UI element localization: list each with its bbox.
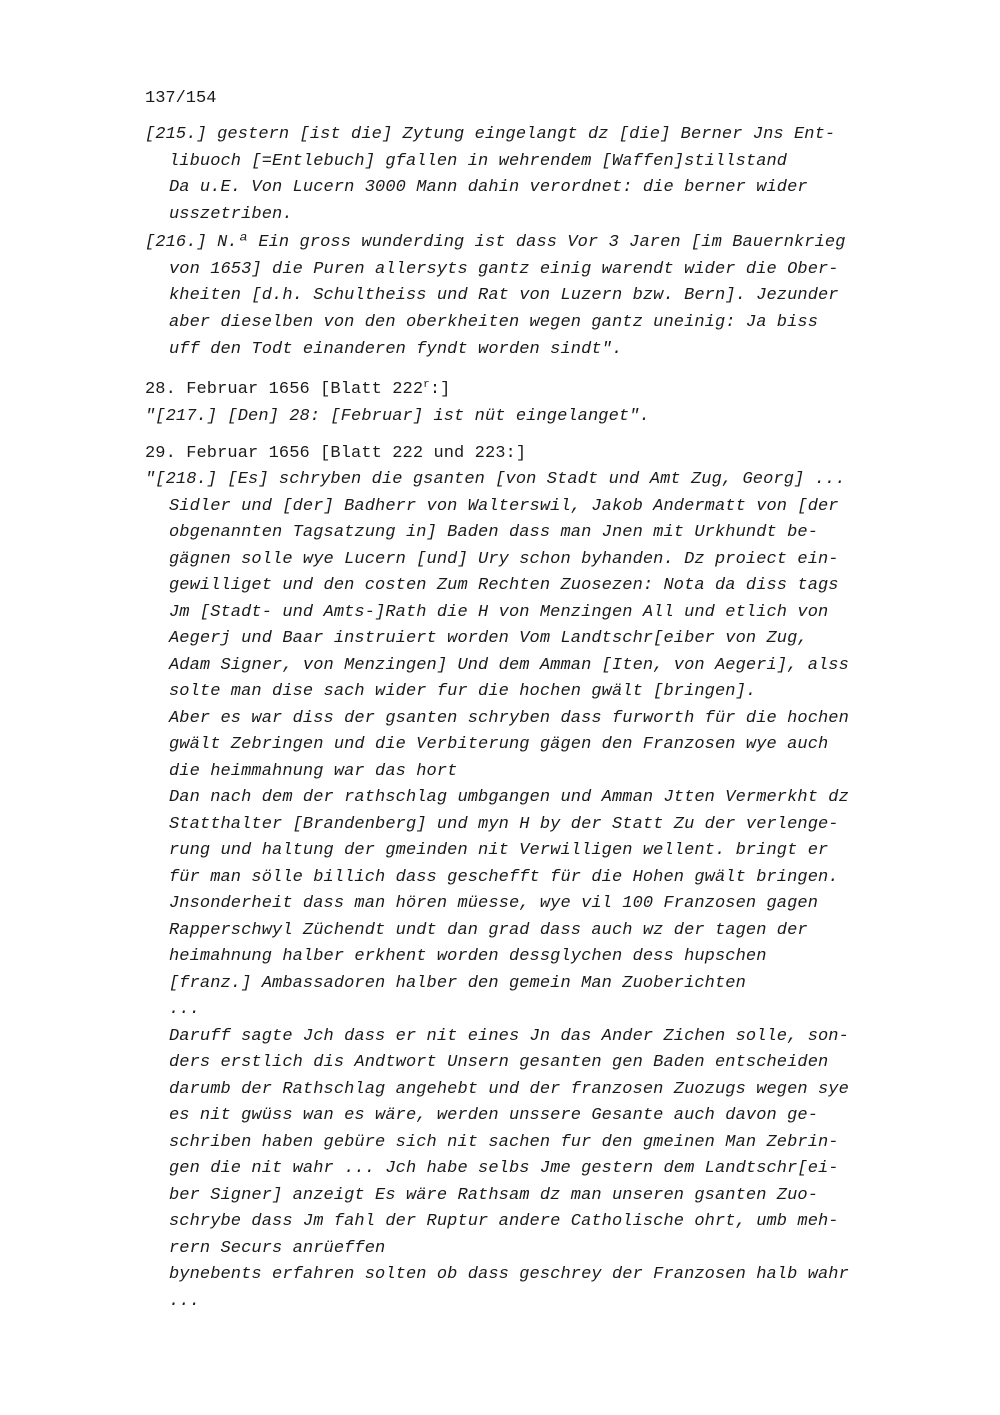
- entry-218-line: ber Signer] anzeigt Es wäre Rathsam dz man unseren gsanten Zuo-: [169, 1186, 819, 1205]
- entry-218-line: rung und haltung der gmeinden nit Verwilligen wellent. bringt er: [169, 841, 829, 860]
- entry-215-line: libuoch [=Entlebuch] gfallen in wehrendem [Waffen]stillstand: [169, 152, 788, 171]
- entry-218-line: ...: [169, 1000, 200, 1019]
- page-number: 137/154: [145, 89, 217, 108]
- entry-218-line: obgenannten Tagsatzung in] Baden dass man Jnen mit Urkhundt be-: [169, 523, 819, 542]
- entry-216-line: aber dieselben von den oberkheiten wegen gantz uneinig: Ja biss: [169, 313, 819, 332]
- entry-216-line: uff den Todt einanderen fyndt worden sindt".: [169, 340, 623, 359]
- entry-218-line: darumb der Rathschlag angehebt und der franzosen Zuozugs wegen sye: [169, 1080, 849, 1099]
- entry-218-line: Sidler und [der] Badherr von Walterswil, Jakob Andermatt von [der: [169, 497, 839, 516]
- entry-218-line: schriben haben gebüre sich nit sachen fur den gmeinen Man Zebrin-: [169, 1133, 839, 1152]
- entry-218-line: Jnsonderheit dass man hören müesse, wye vil 100 Franzosen gagen: [169, 894, 819, 913]
- entry-218-line: Rapperschwyl Züchendt undt dan grad dass auch wz der tagen der: [169, 921, 808, 940]
- entry-216-line: [216.] N.ª Ein gross wunderding ist dass Vor 3 Jaren [im Bauernkrieg: [145, 233, 846, 252]
- entry-218-line: Statthalter [Brandenberg] und myn H by der Statt Zu der verlenge-: [169, 815, 839, 834]
- entry-218-line: Adam Signer, von Menzingen] Und dem Amman [Iten, von Aegeri], alss: [169, 656, 849, 675]
- entry-218-line: ders erstlich dis Andtwort Unsern gesanten gen Baden entscheiden: [169, 1053, 829, 1072]
- entry-218-line: Aegerj und Baar instruiert worden Vom Landtschr[eiber von Zug,: [169, 629, 808, 648]
- entry-217: "[217.] [Den] 28: [Februar] ist nüt eingelanget".: [145, 407, 650, 426]
- entry-218-line: "[218.] [Es] schryben die gsanten [von Stadt und Amt Zug, Georg] ...: [145, 470, 846, 489]
- entry-215-line: usszetriben.: [169, 205, 293, 224]
- entry-218-line: Daruff sagte Jch dass er nit eines Jn das Ander Zichen solle, son-: [169, 1027, 849, 1046]
- entry-218-line: bynebents erfahren solten ob dass geschrey der Franzosen halb wahr: [169, 1265, 849, 1284]
- entry-218-line: gägnen solle wye Lucern [und] Ury schon byhanden. Dz proiect ein-: [169, 550, 839, 569]
- entry-218-line: gewilliget und den costen Zum Rechten Zuosezen: Nota da diss tags: [169, 576, 839, 595]
- entry-218-line: gwält Zebringen und die Verbiterung gägen den Franzosen wye auch: [169, 735, 829, 754]
- entry-218-line: ...: [169, 1292, 200, 1311]
- entry-218-line: heimahnung halber erkhent worden dessglychen dess hupschen: [169, 947, 767, 966]
- entry-216-line: kheiten [d.h. Schultheiss und Rat von Luzern bzw. Bern]. Jezunder: [169, 286, 839, 305]
- entry-215-line: Da u.E. Von Lucern 3000 Mann dahin verordnet: die berner wider: [169, 178, 808, 197]
- entry-218-line: rern Securs anrüeffen: [169, 1239, 386, 1258]
- entry-216-line: von 1653] die Puren allersyts gantz einig warendt wider die Ober-: [169, 260, 839, 279]
- entry-218-line: Dan nach dem der rathschlag umbgangen und Amman Jtten Vermerkht dz: [169, 788, 849, 807]
- entry-218-line: [franz.] Ambassadoren halber den gemein Man Zuoberichten: [169, 974, 746, 993]
- date-heading-text: 28. Februar 1656 [Blatt 222: [145, 380, 424, 399]
- date-heading-suffix: :]: [429, 380, 451, 399]
- folio-superscript: r: [423, 379, 430, 391]
- entry-218-line: Aber es war diss der gsanten schryben dass furworth für die hochen: [169, 709, 849, 728]
- date-heading-28-februar: [145, 377, 450, 403]
- entry-215-line: [215.] gestern [ist die] Zytung eingelangt dz [die] Berner Jns Ent-: [145, 125, 836, 144]
- entry-218-line: schrybe dass Jm fahl der Ruptur andere Catholische ohrt, umb meh-: [169, 1212, 839, 1231]
- entry-218-line: Jm [Stadt- und Amts-]Rath die H von Menzingen All und etlich von: [169, 603, 829, 622]
- entry-218-line: für man sölle billich dass geschefft für die Hohen gwält bringen.: [169, 868, 839, 887]
- entry-218-line: solte man dise sach wider fur die hochen gwält [bringen].: [169, 682, 757, 701]
- date-heading-29-februar: 29. Februar 1656 [Blatt 222 und 223:]: [145, 444, 527, 463]
- entry-218-line: gen die nit wahr ... Jch habe selbs Jme gestern dem Landtschr[ei-: [169, 1159, 839, 1178]
- entry-218-line: es nit gwüss wan es wäre, werden unssere Gesante auch davon ge-: [169, 1106, 819, 1125]
- entry-218-line: die heimmahnung war das hort: [169, 762, 458, 781]
